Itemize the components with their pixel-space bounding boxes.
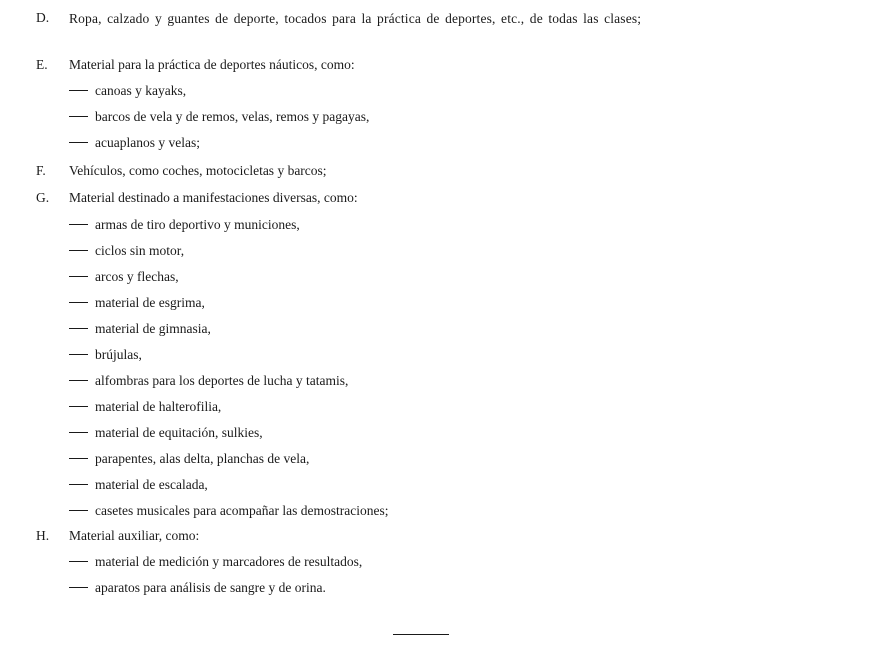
section-g-letter: G.	[36, 190, 50, 205]
list-item: canoas y kayaks,	[69, 83, 186, 99]
list-item: barcos de vela y de remos, velas, remos y pagayas,	[69, 109, 369, 125]
list-item: material de gimnasia,	[69, 321, 211, 337]
section-g-text: Material destinado a manifestaciones diversas, como:	[69, 190, 358, 205]
dash-marker	[69, 250, 88, 251]
section-h-text: Material auxiliar, como:	[69, 528, 200, 543]
dash-marker	[69, 458, 88, 459]
list-item: aparatos para análisis de sangre y de orina.	[69, 580, 326, 596]
dash-marker	[69, 432, 88, 433]
dash-marker	[69, 142, 88, 143]
section-d-text: Ropa, calzado y guantes de deporte, tocados para la práctica de deportes, etc., de todas las clases;	[69, 11, 642, 26]
dash-marker	[69, 328, 88, 329]
dash-marker	[69, 510, 88, 511]
dash-marker	[69, 380, 88, 381]
dash-marker	[69, 90, 88, 91]
dash-marker	[69, 406, 88, 407]
dash-marker	[69, 224, 88, 225]
section-e-text: Material para la práctica de deportes náuticos, como:	[69, 57, 355, 72]
list-item: brújulas,	[69, 347, 142, 363]
dash-marker	[69, 587, 88, 588]
list-item: material de escalada,	[69, 477, 208, 493]
list-item: casetes musicales para acompañar las demostraciones;	[69, 503, 389, 519]
dash-marker	[69, 302, 88, 303]
list-item: acuaplanos y velas;	[69, 135, 200, 151]
section-h-letter: H.	[36, 528, 50, 543]
closing-rule-divider	[393, 634, 449, 635]
list-item: material de medición y marcadores de resultados,	[69, 554, 362, 570]
dash-marker	[69, 561, 88, 562]
list-item: material de equitación, sulkies,	[69, 425, 263, 441]
section-f-text: Vehículos, como coches, motocicletas y barcos;	[69, 163, 327, 178]
dash-marker	[69, 276, 88, 277]
section-f-letter: F.	[36, 163, 46, 178]
section-e-letter: E.	[36, 57, 48, 72]
dash-marker	[69, 116, 88, 117]
list-item: parapentes, alas delta, planchas de vela,	[69, 451, 309, 467]
list-item: material de esgrima,	[69, 295, 205, 311]
section-d-letter: D.	[36, 10, 50, 25]
dash-marker	[69, 354, 88, 355]
list-item: material de halterofilia,	[69, 399, 221, 415]
list-item: arcos y flechas,	[69, 269, 179, 285]
list-item: armas de tiro deportivo y municiones,	[69, 217, 300, 233]
list-item: alfombras para los deportes de lucha y tatamis,	[69, 373, 348, 389]
dash-marker	[69, 484, 88, 485]
list-item: ciclos sin motor,	[69, 243, 184, 259]
